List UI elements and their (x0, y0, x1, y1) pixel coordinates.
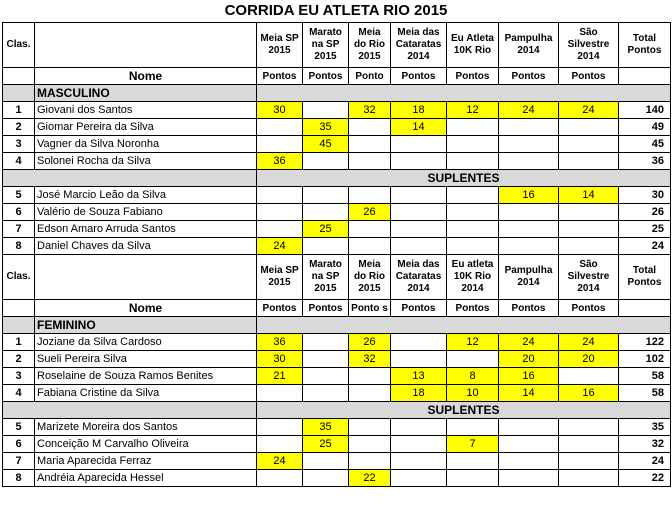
pontos-header: Ponto (349, 68, 391, 85)
clas-cell: 5 (3, 187, 35, 204)
blank-cell (3, 317, 35, 334)
score-cell (349, 436, 391, 453)
clas-cell: 7 (3, 221, 35, 238)
score-cell (257, 385, 303, 402)
clas-header: Clas. (3, 23, 35, 68)
score-cell: 16 (499, 187, 559, 204)
score-cell (391, 187, 447, 204)
score-cell (303, 187, 349, 204)
score-cell (559, 153, 619, 170)
event-header: Marato na SP 2015 (303, 23, 349, 68)
total-cell: 58 (619, 385, 671, 402)
score-cell (349, 187, 391, 204)
score-cell (391, 436, 447, 453)
clas-cell: 6 (3, 436, 35, 453)
suplentes-row (3, 402, 671, 419)
score-cell (349, 119, 391, 136)
score-cell (303, 453, 349, 470)
event-header: Pampulha 2014 (499, 255, 559, 300)
event-header: Marato na SP 2015 (303, 255, 349, 300)
score-cell (391, 351, 447, 368)
score-cell: 18 (391, 385, 447, 402)
blank-cell (619, 300, 671, 317)
score-cell: 12 (447, 102, 499, 119)
suplentes-title: SUPLENTES (257, 402, 671, 419)
table-row (3, 238, 671, 255)
event-header: Meia das Cataratas 2014 (391, 255, 447, 300)
score-cell (499, 136, 559, 153)
blank-cell (3, 170, 257, 187)
score-cell (499, 453, 559, 470)
section-title: MASCULINO (35, 85, 257, 102)
score-cell (499, 419, 559, 436)
clas-cell: 4 (3, 153, 35, 170)
score-cell (257, 221, 303, 238)
athlete-name: Maria Aparecida Ferraz (35, 453, 257, 470)
clas-cell: 1 (3, 334, 35, 351)
score-cell (499, 436, 559, 453)
score-cell (391, 419, 447, 436)
score-cell (303, 102, 349, 119)
score-cell (559, 453, 619, 470)
score-cell: 24 (559, 102, 619, 119)
score-cell: 20 (559, 351, 619, 368)
total-cell: 36 (619, 153, 671, 170)
blank-cell (3, 68, 35, 85)
section-title: FEMININO (35, 317, 257, 334)
blank-cell (3, 402, 257, 419)
score-cell (499, 238, 559, 255)
score-cell (303, 334, 349, 351)
pontos-header: Pontos (447, 300, 499, 317)
table-row (3, 153, 671, 170)
suplentes-row (3, 170, 671, 187)
score-cell (303, 204, 349, 221)
score-cell (499, 153, 559, 170)
score-cell: 45 (303, 136, 349, 153)
pontos-header: Pontos (447, 68, 499, 85)
pontos-header: Pontos (559, 68, 619, 85)
score-cell: 10 (447, 385, 499, 402)
table-row (3, 385, 671, 402)
athlete-name: Vagner da Silva Noronha (35, 136, 257, 153)
table-row (3, 119, 671, 136)
athlete-name: Giovani dos Santos (35, 102, 257, 119)
score-cell (349, 153, 391, 170)
header-row (3, 255, 671, 300)
score-cell (349, 385, 391, 402)
score-cell: 26 (349, 334, 391, 351)
subheader-row (3, 68, 671, 85)
section-row (3, 85, 671, 102)
table-row (3, 221, 671, 238)
event-header: Meia SP 2015 (257, 255, 303, 300)
blank-cell (3, 300, 35, 317)
athlete-name: Daniel Chaves da Silva (35, 238, 257, 255)
clas-cell: 4 (3, 385, 35, 402)
total-cell: 25 (619, 221, 671, 238)
pontos-header: Pontos (499, 300, 559, 317)
score-cell (391, 334, 447, 351)
score-cell (391, 470, 447, 487)
header-row (3, 23, 671, 68)
score-cell: 36 (257, 334, 303, 351)
score-cell: 32 (349, 102, 391, 119)
nome-header: Nome (35, 300, 257, 317)
score-cell (257, 470, 303, 487)
event-header: São Silvestre 2014 (559, 255, 619, 300)
table-row (3, 102, 671, 119)
score-cell (349, 221, 391, 238)
score-cell (257, 136, 303, 153)
athlete-name: Joziane da Silva Cardoso (35, 334, 257, 351)
score-cell: 25 (303, 436, 349, 453)
score-cell: 35 (303, 419, 349, 436)
total-cell: 35 (619, 419, 671, 436)
table-row (3, 204, 671, 221)
score-cell (349, 136, 391, 153)
clas-cell: 2 (3, 119, 35, 136)
score-cell (349, 453, 391, 470)
athlete-name: Sueli Pereira Silva (35, 351, 257, 368)
score-cell (257, 204, 303, 221)
score-cell (447, 204, 499, 221)
score-cell: 13 (391, 368, 447, 385)
blank-cell (3, 85, 35, 102)
clas-header: Clas. (3, 255, 35, 300)
feminino-section (3, 255, 671, 487)
score-cell: 24 (499, 102, 559, 119)
pontos-header: Pontos (303, 300, 349, 317)
score-cell: 26 (349, 204, 391, 221)
score-cell: 21 (257, 368, 303, 385)
subheader-row (3, 300, 671, 317)
score-cell (447, 221, 499, 238)
pontos-header: Pontos (303, 68, 349, 85)
athlete-name: Andréia Aparecida Hessel (35, 470, 257, 487)
score-cell (391, 136, 447, 153)
score-cell (391, 238, 447, 255)
score-cell (559, 204, 619, 221)
blank-cell (619, 68, 671, 85)
score-cell (499, 204, 559, 221)
total-cell: 32 (619, 436, 671, 453)
page-title: CORRIDA EU ATLETA RIO 2015 (224, 2, 448, 19)
pontos-header: Ponto s (349, 300, 391, 317)
score-cell: 16 (499, 368, 559, 385)
event-header: Pampulha 2014 (499, 23, 559, 68)
clas-cell: 7 (3, 453, 35, 470)
score-cell: 14 (499, 385, 559, 402)
athlete-name: Fabiana Cristine da Silva (35, 385, 257, 402)
pontos-header: Pontos (391, 68, 447, 85)
score-cell (559, 221, 619, 238)
clas-cell: 5 (3, 419, 35, 436)
athlete-name: Edson Amaro Arruda Santos (35, 221, 257, 238)
score-cell: 24 (559, 334, 619, 351)
table-row (3, 351, 671, 368)
score-cell: 36 (257, 153, 303, 170)
event-header: Eu Atleta 10K Rio (447, 23, 499, 68)
total-header: Total Pontos (619, 255, 671, 300)
total-cell: 102 (619, 351, 671, 368)
score-cell: 24 (499, 334, 559, 351)
total-cell: 24 (619, 238, 671, 255)
athlete-name: Valério de Souza Fabiano (35, 204, 257, 221)
table-row (3, 136, 671, 153)
score-cell (447, 187, 499, 204)
score-cell: 7 (447, 436, 499, 453)
score-cell (559, 238, 619, 255)
score-cell (447, 419, 499, 436)
score-cell (257, 419, 303, 436)
section-row (3, 317, 671, 334)
score-cell (447, 153, 499, 170)
score-cell (559, 136, 619, 153)
athlete-name: José Marcio Leão da Silva (35, 187, 257, 204)
score-cell (349, 419, 391, 436)
score-cell (303, 385, 349, 402)
score-cell (257, 119, 303, 136)
score-cell (349, 368, 391, 385)
clas-cell: 8 (3, 238, 35, 255)
score-cell (499, 119, 559, 136)
clas-cell: 8 (3, 470, 35, 487)
score-cell: 30 (257, 102, 303, 119)
score-cell: 8 (447, 368, 499, 385)
score-cell (391, 153, 447, 170)
event-header: Meia SP 2015 (257, 23, 303, 68)
score-cell (499, 470, 559, 487)
clas-cell: 1 (3, 102, 35, 119)
athlete-name: Solonei Rocha da Silva (35, 153, 257, 170)
score-cell (303, 368, 349, 385)
total-cell: 58 (619, 368, 671, 385)
score-cell: 24 (257, 453, 303, 470)
score-cell: 20 (499, 351, 559, 368)
event-header: São Silvestre 2014 (559, 23, 619, 68)
score-cell: 24 (257, 238, 303, 255)
score-cell (303, 153, 349, 170)
total-cell: 45 (619, 136, 671, 153)
event-header: Meia das Cataratas 2014 (391, 23, 447, 68)
table-row (3, 470, 671, 487)
blank-header (35, 23, 257, 68)
score-cell: 14 (559, 187, 619, 204)
score-cell (559, 368, 619, 385)
total-cell: 140 (619, 102, 671, 119)
score-cell: 35 (303, 119, 349, 136)
event-header: Meia do Rio 2015 (349, 255, 391, 300)
score-cell (559, 436, 619, 453)
score-cell (447, 470, 499, 487)
pontos-header: Pontos (391, 300, 447, 317)
pontos-header: Pontos (559, 300, 619, 317)
clas-cell: 2 (3, 351, 35, 368)
suplentes-title: SUPLENTES (257, 170, 671, 187)
total-cell: 30 (619, 187, 671, 204)
score-cell (303, 351, 349, 368)
results-table (2, 22, 671, 487)
total-cell: 26 (619, 204, 671, 221)
score-cell (257, 187, 303, 204)
score-cell (499, 221, 559, 238)
blank-header (35, 255, 257, 300)
table-row (3, 368, 671, 385)
table-row (3, 187, 671, 204)
score-cell: 12 (447, 334, 499, 351)
total-cell: 122 (619, 334, 671, 351)
table-row (3, 419, 671, 436)
score-cell: 16 (559, 385, 619, 402)
table-row (3, 334, 671, 351)
score-cell: 18 (391, 102, 447, 119)
table-row (3, 436, 671, 453)
total-cell: 22 (619, 470, 671, 487)
score-cell: 22 (349, 470, 391, 487)
score-cell (303, 470, 349, 487)
score-cell (447, 351, 499, 368)
pontos-header: Pontos (257, 300, 303, 317)
blank-cell (257, 85, 671, 102)
total-header: Total Pontos (619, 23, 671, 68)
blank-cell (257, 317, 671, 334)
event-header: Meia do Rio 2015 (349, 23, 391, 68)
score-cell (349, 238, 391, 255)
table-row (3, 453, 671, 470)
athlete-name: Roselaine de Souza Ramos Benites (35, 368, 257, 385)
masculino-section (3, 23, 671, 255)
score-cell (447, 136, 499, 153)
pontos-header: Pontos (257, 68, 303, 85)
clas-cell: 6 (3, 204, 35, 221)
total-cell: 24 (619, 453, 671, 470)
clas-cell: 3 (3, 368, 35, 385)
athlete-name: Marizete Moreira dos Santos (35, 419, 257, 436)
score-cell (559, 119, 619, 136)
score-cell (559, 419, 619, 436)
score-cell (391, 204, 447, 221)
pontos-header: Pontos (499, 68, 559, 85)
score-cell (257, 436, 303, 453)
score-cell: 32 (349, 351, 391, 368)
score-cell (447, 238, 499, 255)
score-cell (391, 221, 447, 238)
athlete-name: Giomar Pereira da Silva (35, 119, 257, 136)
score-cell: 30 (257, 351, 303, 368)
score-cell (559, 470, 619, 487)
total-cell: 49 (619, 119, 671, 136)
athlete-name: Conceição M Carvalho Oliveira (35, 436, 257, 453)
score-cell: 25 (303, 221, 349, 238)
score-cell (447, 119, 499, 136)
event-header: Eu atleta 10K Rio 2014 (447, 255, 499, 300)
score-cell: 14 (391, 119, 447, 136)
score-cell (303, 238, 349, 255)
score-cell (391, 453, 447, 470)
score-cell (447, 453, 499, 470)
nome-header: Nome (35, 68, 257, 85)
clas-cell: 3 (3, 136, 35, 153)
